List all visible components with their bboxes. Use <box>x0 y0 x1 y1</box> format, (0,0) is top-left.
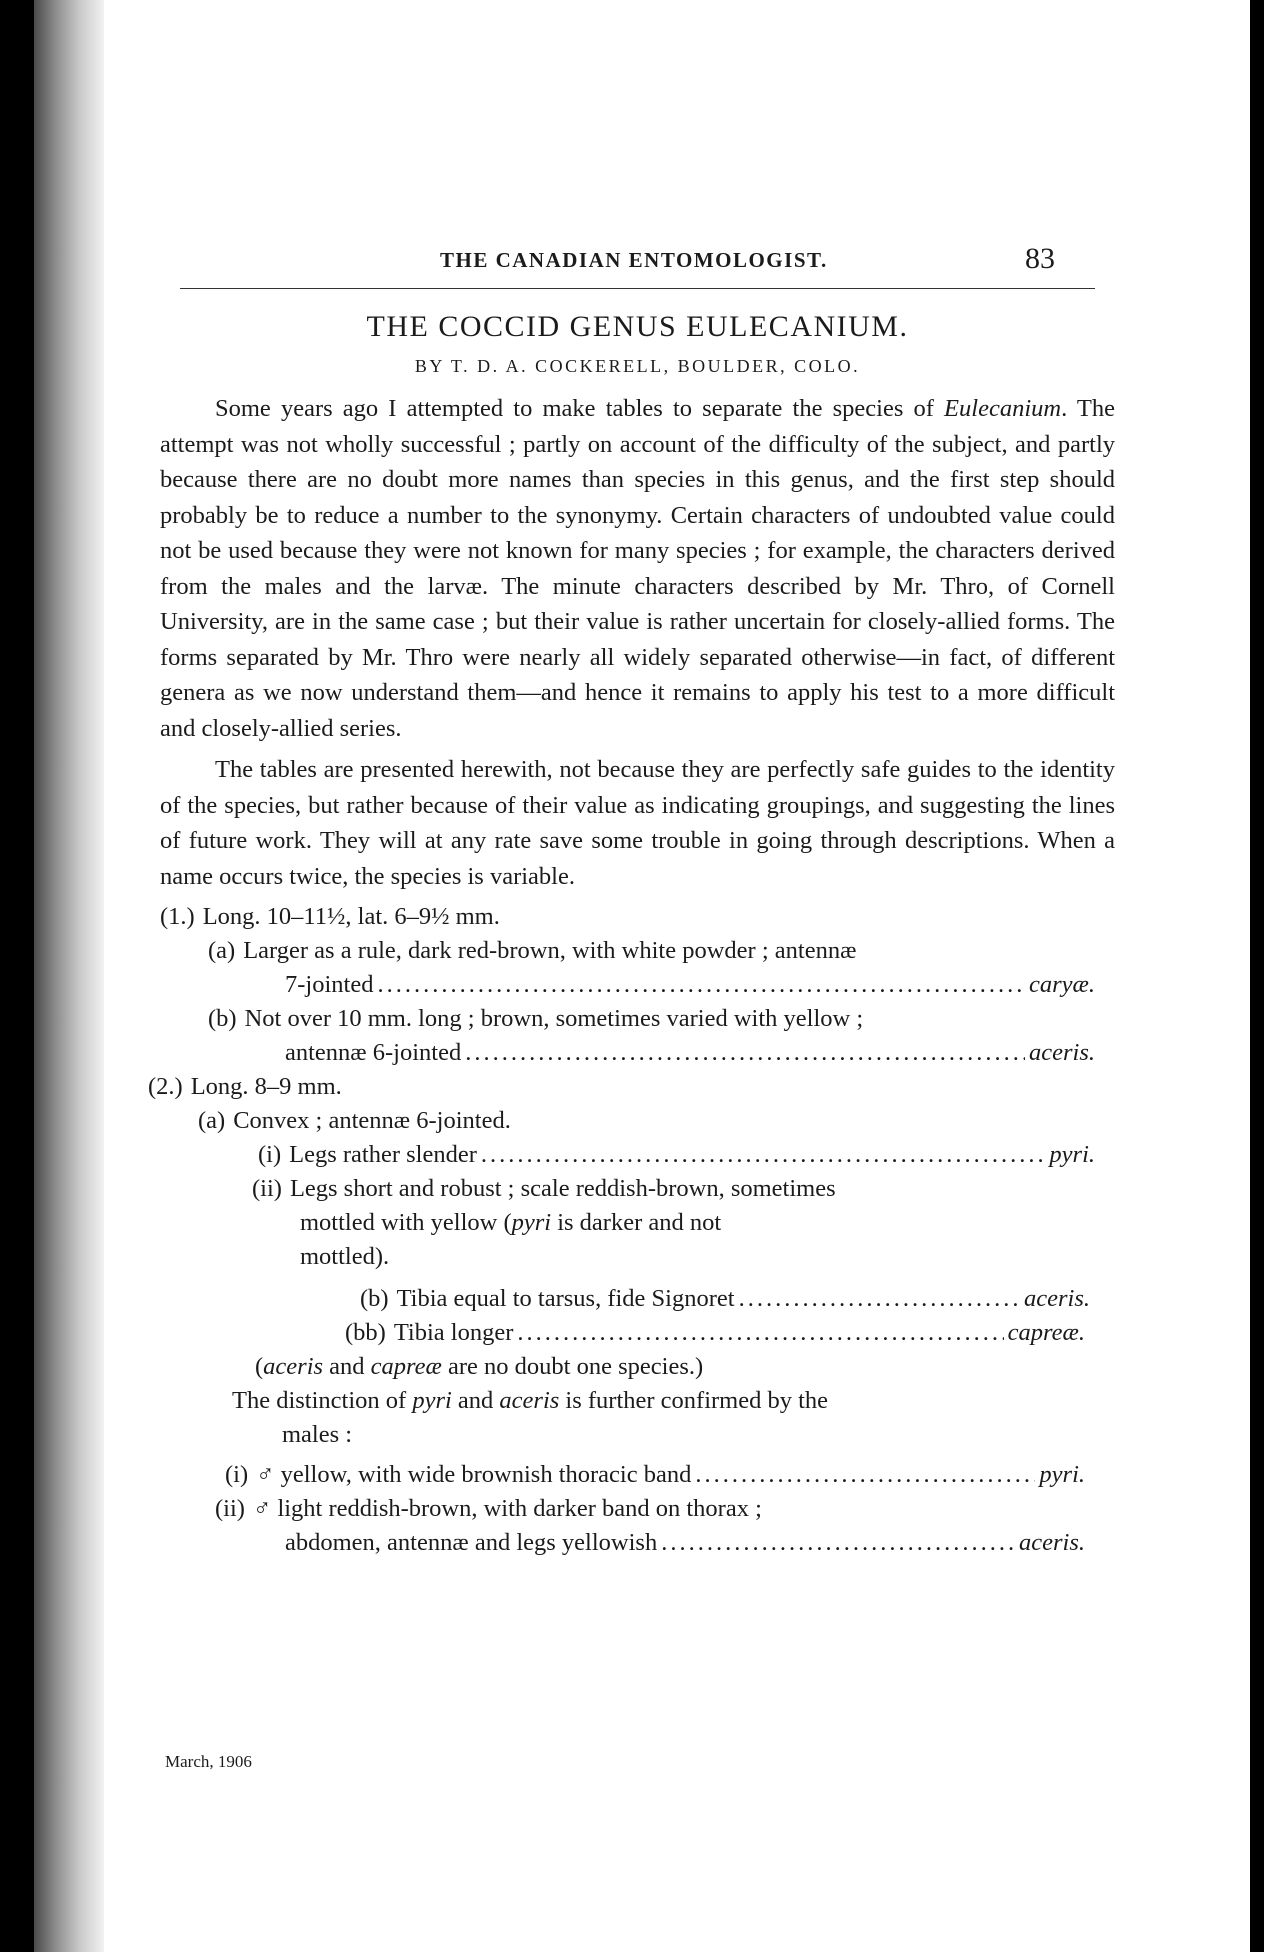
species-caryae: caryæ. <box>1029 971 1095 998</box>
synonymy-note: (aceris and capreæ are no doubt one species.) <box>255 1353 704 1380</box>
journal-title: THE CANADIAN ENTOMOLOGIST. <box>440 248 828 272</box>
key-couplet-2: (2.) Long. 8–9 mm. <box>148 1073 342 1100</box>
male-key-ii: (ii) ♂ light reddish-brown, with darker band on thorax ; <box>215 1495 762 1522</box>
key-couplet-2a-ii-cont: mottled with yellow (pyri is darker and not <box>300 1209 722 1236</box>
species-pyri: pyri. <box>1049 1141 1095 1168</box>
male-key-ii-result: abdomen, antennæ and legs yellowish ..... aceris. <box>285 1526 1085 1560</box>
book-binding-shadow <box>34 0 104 1952</box>
species-aceris-2: aceris. <box>1024 1285 1090 1312</box>
page <box>148 230 1115 1560</box>
scan-edge-left <box>0 0 34 1952</box>
paragraph-1: Some years ago I attempted to make tables to separate the species of Eulecanium. The attempt was not wholly successful ; partly on account of the difficulty of the subject, and partly because there are no doubt more names than species in this genus, and the first step should probably be to reduce a number to the synonymy. Certain characters of undoubted value could not be used because they were not known for many species ; for example, the characters derived from the males and the larvæ. The minute characters described by Mr. Thro, of Cornell University, are in the same case ; but their value is rather uncertain for closely-allied forms. The forms separated by Mr. Thro were nearly all widely separated otherwise—in fact, of different genera as we now understand them—and hence it remains to apply his test to a more difficult and closely-allied series. <box>160 395 1115 742</box>
key-couplet-1b-result: antennæ 6-jointed ..... aceris. <box>285 1036 1095 1070</box>
paragraph-2: The tables are presented herewith, not because they are perfectly safe guides to the identity of the species, but rather because of their value as indicating groupings, and suggesting the lines of future work. They will at any rate save some trouble in going through descriptions. When a name occurs twice, the species is variable. <box>160 756 1115 890</box>
males-distinction-cont: males : <box>282 1421 353 1448</box>
key-couplet-2b: (b) Tibia equal to tarsus, fide Signoret ..... aceris. <box>360 1282 1090 1316</box>
key-couplet-2a-ii-end: mottled). <box>300 1243 390 1270</box>
species-aceris: aceris. <box>1029 1039 1095 1066</box>
key-couplet-2a-i: (i) Legs rather slender ..... pyri. <box>258 1138 1095 1172</box>
males-distinction: The distinction of pyri and aceris is further confirmed by the <box>232 1387 829 1414</box>
key-couplet-1b: (b) Not over 10 mm. long ; brown, sometimes varied with yellow ; <box>208 1005 864 1032</box>
article-title: THE COCCID GENUS EULECANIUM. <box>366 310 909 343</box>
species-capreae: capreæ. <box>1007 1319 1085 1346</box>
species-aceris-male: aceris. <box>1019 1529 1085 1556</box>
key-couplet-2a-ii: (ii) Legs short and robust ; scale reddish-brown, sometimes <box>252 1175 836 1202</box>
male-key-i: (i) ♂ yellow, with wide brownish thoracic band ..... pyri. <box>225 1458 1085 1492</box>
issue-date: March, 1906 <box>165 1752 252 1771</box>
header-rule <box>180 288 1095 289</box>
key-couplet-1: (1.) Long. 10–11½, lat. 6–9½ mm. <box>160 903 500 930</box>
species-key <box>148 900 1115 1560</box>
key-couplet-1a-result: 7-jointed ..... caryæ. <box>285 968 1095 1002</box>
scan-edge-right <box>1250 0 1264 1952</box>
key-couplet-1a: (a) Larger as a rule, dark red-brown, with white powder ; antennæ <box>208 937 857 964</box>
byline: BY T. D. A. COCKERELL, BOULDER, COLO. <box>414 356 861 376</box>
key-couplet-2a: (a) Convex ; antennæ 6-jointed. <box>198 1107 511 1134</box>
species-pyri-male: pyri. <box>1039 1461 1085 1488</box>
key-couplet-2bb: (bb) Tibia longer ..... capreæ. <box>345 1316 1085 1350</box>
genus-name: Eulecanium <box>944 395 1062 422</box>
running-head <box>160 230 1115 290</box>
page-number: 83 <box>1025 242 1055 275</box>
